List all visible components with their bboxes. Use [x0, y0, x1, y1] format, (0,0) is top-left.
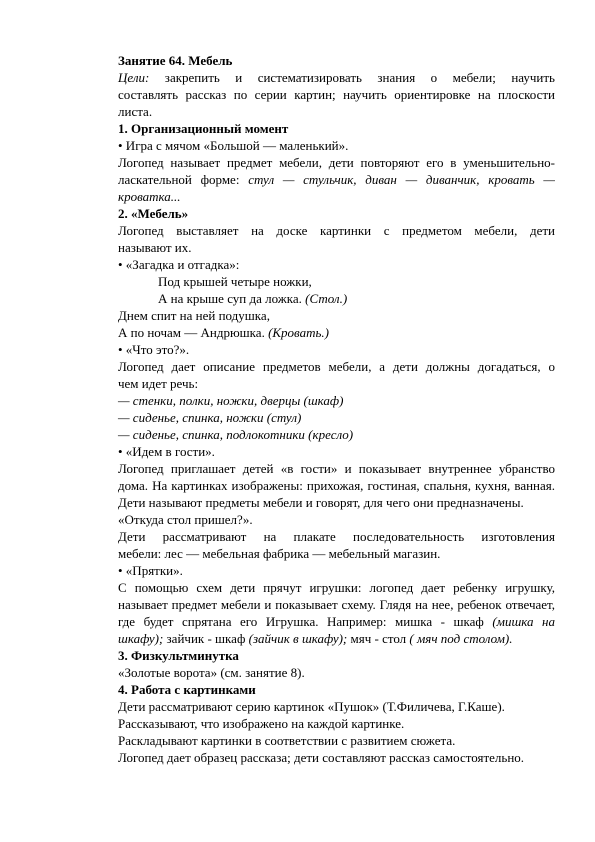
italic-span: (зайчик в шкафу); — [248, 631, 348, 646]
section-2-para-line-5: Логопед приглашает детей «в гости» и показывает внутреннее убранство — [118, 461, 555, 476]
text-span: где будет спрятана его Игрушка. Например: мишка - шкаф — [118, 614, 493, 629]
section-1-para-line-2 — [118, 171, 555, 188]
description-item-1: — стенки, полки, ножки, дверцы (шкаф) — [118, 393, 344, 408]
section-2-para-line-11: называет предмет мебели и показывает схему. Глядя на нее, ребенок отвечает, — [118, 597, 555, 612]
section-4-title: 4. Работа с картинками — [118, 682, 256, 697]
italic-span: стул — стульчик, диван — диванчик, кровать — — [248, 172, 555, 187]
section-3-title: 3. Физкультминутка — [118, 648, 239, 663]
section-4-para-2: Рассказывают, что изображено на каждой картинке. — [118, 716, 405, 731]
section-4-para-3: Раскладывают картинки в соответствии с развитием сюжета. — [118, 733, 456, 748]
section-3-para: «Золотые ворота» (см. занятие 8). — [118, 665, 305, 680]
section-4-para-4: Логопед дает образец рассказа; дети составляют рассказ самостоятельно. — [118, 750, 525, 765]
section-1-title: 1. Организационный момент — [118, 121, 289, 136]
answer-span: (Кровать.) — [268, 325, 329, 340]
visit-heading: • «Идем в гости». — [118, 444, 215, 459]
section-2-para-line-1: Логопед выставляет на доске картинки с предметом мебели, дети — [118, 223, 555, 238]
italic-span: ( мяч под столом). — [409, 631, 513, 646]
section-2-para-line-2: называют их. — [118, 240, 192, 255]
text-span: А на крыше суп да ложка. — [158, 291, 306, 306]
section-4-para-1: Дети рассматривают серию картинок «Пушок» (Т.Филичева, Г.Каше). — [118, 699, 505, 714]
text-span: мяч - стол — [347, 631, 410, 646]
verse-line-3: Днем спит на ней подушка, — [118, 308, 270, 323]
section-2-title: 2. «Мебель» — [118, 206, 189, 221]
description-item-2: — сиденье, спинка, ножки (стул) — [118, 410, 302, 425]
section-2-para-line-13 — [118, 630, 555, 647]
section-2-para-line-4: чем идет речь: — [118, 376, 199, 391]
hide-and-seek-heading: • «Прятки». — [118, 563, 183, 578]
verse-line-2 — [118, 290, 555, 307]
italic-span: (мишка на — [492, 614, 555, 629]
section-2-para-line-8: Дети рассматривают на плакате последовательность изготовления — [118, 529, 555, 544]
goals-text: закрепить и систематизировать знания о мебели; научить — [149, 70, 555, 85]
text-span: зайчик - шкаф — [163, 631, 249, 646]
section-2-para-line-7: Дети называют предметы мебели и говорят, для чего они предназначены. — [118, 495, 524, 510]
section-2-para-line-3: Логопед дает описание предметов мебели, а дети должны догадаться, о — [118, 359, 555, 374]
verse-line-4 — [118, 324, 555, 341]
answer-span: (Стол.) — [305, 291, 348, 306]
section-1-game: • Игра с мячом «Большой — маленький». — [118, 138, 349, 153]
goals-line-1 — [118, 69, 555, 86]
goals-line-2: составлять рассказ по серии картин; научить ориентировке на плоскости — [118, 87, 555, 102]
goals-line-3: листа. — [118, 104, 153, 119]
description-item-3: — сиденье, спинка, подлокотники (кресло) — [118, 427, 354, 442]
what-is-it-heading: • «Что это?». — [118, 342, 190, 357]
text-span: ласкательной форме: — [118, 172, 249, 187]
section-2-para-line-6: дома. На картинках изображены: прихожая, гостиная, спальня, кухня, ванная. — [118, 478, 555, 493]
section-1-para-line-1: Логопед называет предмет мебели, дети повторяют его в уменьшительно- — [118, 155, 555, 170]
section-2-para-line-9: мебели: лес — мебельная фабрика — мебельный магазин. — [118, 546, 441, 561]
table-origin-heading: «Откуда стол пришел?». — [118, 512, 253, 527]
document-page — [118, 52, 555, 766]
section-1-para-line-3: кроватка... — [118, 189, 181, 204]
riddle-heading: • «Загадка и отгадка»: — [118, 257, 240, 272]
text-span: А по ночам — Андрюшка. — [118, 325, 269, 340]
section-2-para-line-12 — [118, 613, 555, 630]
lesson-title: Занятие 64. Мебель — [118, 53, 233, 68]
section-2-para-line-10: С помощью схем дети прячут игрушки: логопед дает ребенку игрушку, — [118, 580, 555, 595]
verse-line-1: Под крышей четыре ножки, — [158, 274, 312, 289]
italic-span: шкафу); — [118, 631, 164, 646]
goals-label: Цели: — [118, 70, 150, 85]
